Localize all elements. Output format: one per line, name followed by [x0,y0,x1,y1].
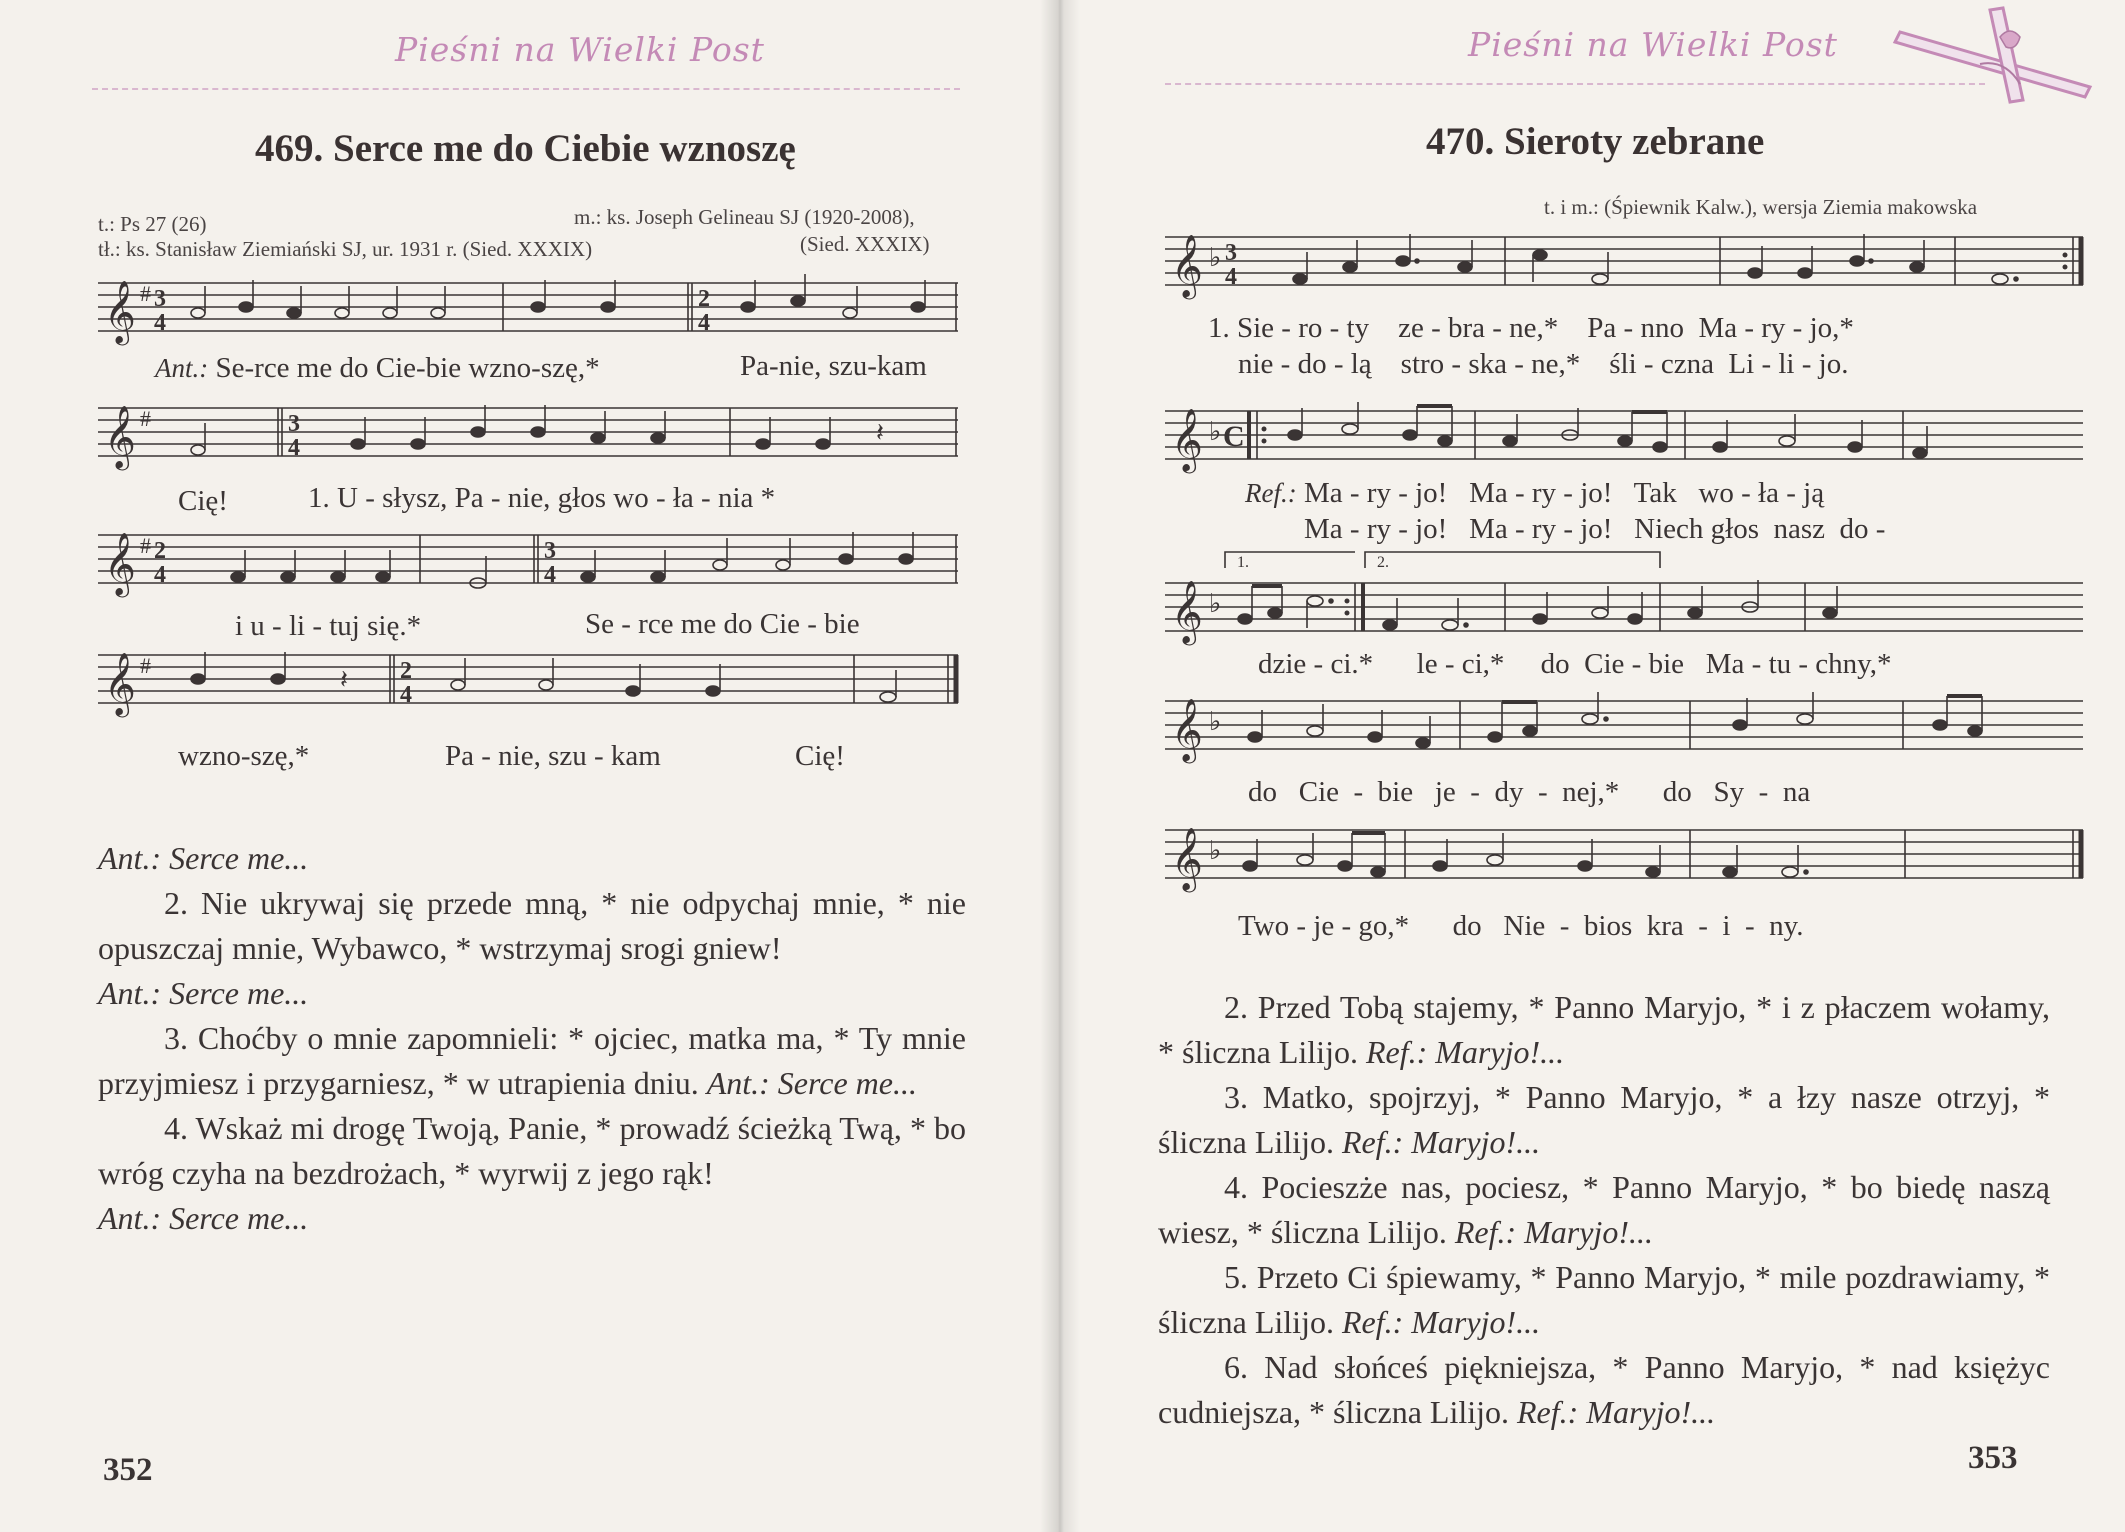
svg-text:4: 4 [154,310,166,336]
svg-text:♭: ♭ [1209,836,1222,865]
antiphon-ref: Ant.: Serce me... [706,1065,917,1101]
antiphon-label: Ant.: [155,353,209,383]
lyric-line: Ma - ry - jo! Ma - ry - jo! Tak wo - ła - ją [1303,477,1825,509]
song-469-music-source: (Sied. XXXIX) [800,232,930,256]
verse-5 [1158,1255,2050,1345]
song-469-lyrics-4a: wzno-szę,* [178,740,310,772]
svg-text:𝄞: 𝄞 [104,280,136,343]
svg-text:2: 2 [698,286,710,312]
refrain-ref: Ref.: Maryjo!... [1341,1304,1541,1340]
song-470-verses [1158,985,2050,1435]
song-470-lyrics-2a [1245,477,1824,510]
antiphon-ref: Ant.: Serce me... [98,1200,309,1236]
svg-text:2: 2 [400,658,412,684]
svg-text:♭: ♭ [1209,243,1222,272]
verse-2-text: 2. Przed Tobą stajemy, * Panno Maryjo, * i z płaczem wołamy, * śliczna Lilijo. [1158,989,2050,1070]
header-rule-left [92,88,960,90]
refrain-ref: Ref.: Maryjo!... [1517,1394,1716,1430]
svg-text:𝄞: 𝄞 [104,652,136,715]
svg-text:4: 4 [400,682,412,708]
verse-3 [98,1016,966,1106]
svg-text:𝄞: 𝄞 [104,532,136,595]
svg-text:4: 4 [288,435,300,461]
svg-text:3: 3 [544,538,556,564]
song-470-lyrics-3: dzie - ci.* le - ci,* do Cie - bie Ma - tu - chny,* [1258,648,1892,680]
svg-text:𝄞: 𝄞 [1171,580,1203,643]
song-470-title: 470. Sieroty zebrane [1426,120,1765,163]
svg-text:4: 4 [1225,264,1237,290]
song-469-staff-3 [98,520,960,600]
svg-text:#: # [140,533,151,558]
refrain-ref: Ref.: Maryjo!... [1365,1034,1565,1070]
verse-3-text: 3. Matko, spojrzyj, * Panno Maryjo, * a łzy nasze otrzyj, * śliczna Lilijo. [1158,1079,2050,1160]
song-469-lyrics-2a: Cię! [178,485,228,517]
svg-text:4: 4 [154,562,166,588]
song-470-lyrics-1a: 1. Sie - ro - ty ze - bra - ne,* Pa - nno Ma - ry - jo,* [1208,312,1854,344]
page-number-right: 353 [1968,1440,2018,1476]
song-470-staff-2 [1165,396,2085,476]
song-469-lyrics-4c: Cię! [795,740,845,772]
book-gutter [1040,0,1080,1532]
verse-2 [1158,985,2050,1075]
svg-text:#: # [140,406,151,431]
song-469-title: 469. Serce me do Ciebie wznoszę [255,127,796,170]
svg-text:♭: ♭ [1209,589,1222,618]
refrain-ref: Ref.: Maryjo!... [1454,1214,1653,1250]
song-469-lyrics-3b: Se - rce me do Cie - bie [585,608,860,640]
svg-text:3: 3 [288,411,300,437]
svg-text:#: # [140,281,151,306]
song-469-lyrics-4b: Pa - nie, szu - kam [445,740,661,772]
song-470-lyrics-4: do Cie - bie je - dy - nej,* do Sy - na [1248,776,1811,808]
song-469-text-credit: t.: Ps 27 (26) [98,212,207,236]
svg-text:♭: ♭ [1209,707,1222,736]
song-470-staff-3 [1165,546,2085,646]
svg-text:3: 3 [154,286,166,312]
antiphon-ref: Ant.: Serce me... [98,975,309,1011]
running-head-right: Pieśni na Wielki Post [1468,25,1838,64]
verse-4 [1158,1165,2050,1255]
song-469-music-credit: m.: ks. Joseph Gelineau SJ (1920-2008), [574,205,915,229]
cross-icon [1885,2,2105,112]
svg-text:𝄽: 𝄽 [876,418,884,447]
song-469-staff-4 [98,640,960,720]
svg-text:𝄞: 𝄞 [104,405,136,468]
verse-5-text: 5. Przeto Ci śpiewamy, * Panno Maryjo, * mile pozdrawiamy, * śliczna Lilijo. [1158,1259,2050,1340]
page-number-left: 352 [103,1452,153,1488]
song-469-translation-credit: tł.: ks. Stanisław Ziemiański SJ, ur. 1931 r. (Sied. XXXIX) [98,237,593,261]
verse-6-text: 6. Nad słońceś piękniejsza, * Panno Maryjo, * nad księżyc cudniejsza, * śliczna Lilijo. [1158,1349,2050,1430]
verse-3 [1158,1075,2050,1165]
svg-text:𝄞: 𝄞 [1171,698,1203,761]
svg-text:𝄞: 𝄞 [1171,827,1203,890]
song-470-lyrics-5: Two - je - go,* do Nie - bios kra - i - ny. [1238,910,1804,942]
verse-4: 4. Wskaż mi drogę Twoją, Panie, * prowadź ścieżką Twą, * bo wróg czyha na bezdrożach, * wyrwij z jego rąk! [98,1110,966,1191]
song-469-verses [98,836,966,1241]
header-rule-right [1165,83,1985,85]
volta-1-label: 1. [1237,554,1249,571]
svg-text:2: 2 [154,538,166,564]
svg-text:C: C [1223,420,1245,453]
song-469-staff-2 [98,393,960,473]
page-right [1060,0,2125,1532]
song-470-staff-4 [1165,686,2085,766]
song-470-lyrics-2b: Ma - ry - jo! Ma - ry - jo! Niech głos nasz do - [1304,513,1886,545]
svg-text:𝄞: 𝄞 [1171,408,1203,471]
refrain-label: Ref.: [1245,478,1297,508]
song-469-lyrics-2b: 1. U - słysz, Pa - nie, głos wo - ła - nia * [308,482,776,514]
song-470-staff-1 [1165,222,2085,302]
svg-text:𝄞: 𝄞 [1171,234,1203,297]
song-470-lyrics-1b: nie - do - lą stro - ska - ne,* śli - czna Li - li - jo. [1238,348,1849,380]
refrain-ref: Ref.: Maryjo!... [1341,1124,1541,1160]
antiphon-ref: Ant.: Serce me... [98,840,309,876]
verse-2: 2. Nie ukrywaj się przede mną, * nie odpychaj mnie, * nie opuszczaj mnie, Wybawco, * wstrzymaj srogi gniew! [98,885,966,966]
svg-text:4: 4 [544,562,556,588]
song-470-staff-5 [1165,815,2085,895]
svg-text:3: 3 [1225,240,1237,266]
page-left [0,0,1060,1532]
song-469-staff-1 [98,268,960,348]
song-470-credit: t. i m.: (Śpiewnik Kalw.), wersja Ziemia makowska [1544,195,1978,219]
lyric-line: Se-rce me do Cie-bie wzno-szę,* [215,352,600,384]
svg-text:𝄽: 𝄽 [340,665,348,694]
song-469-lyrics-1b: Pa-nie, szu-kam [740,350,927,382]
verse-3-text: 3. Choćby o mnie zapomnieli: * ojciec, matka ma, * Ty mnie przyjmiesz i przygarniesz, * w utrapienia dniu. [98,1020,966,1101]
running-head-left: Pieśni na Wielki Post [395,30,765,69]
volta-2-label: 2. [1377,554,1389,571]
song-469-lyrics-1a [155,352,600,385]
song-469-lyrics-3a: i u - li - tuj się.* [235,610,422,642]
verse-4-text: 4. Pocieszże nas, pociesz, * Panno Maryjo, * bo biedę naszą wiesz, * śliczna Lilijo. [1158,1169,2050,1250]
svg-text:4: 4 [698,310,710,336]
svg-text:♭: ♭ [1209,417,1222,446]
svg-text:#: # [140,653,151,678]
verse-6 [1158,1345,2050,1435]
